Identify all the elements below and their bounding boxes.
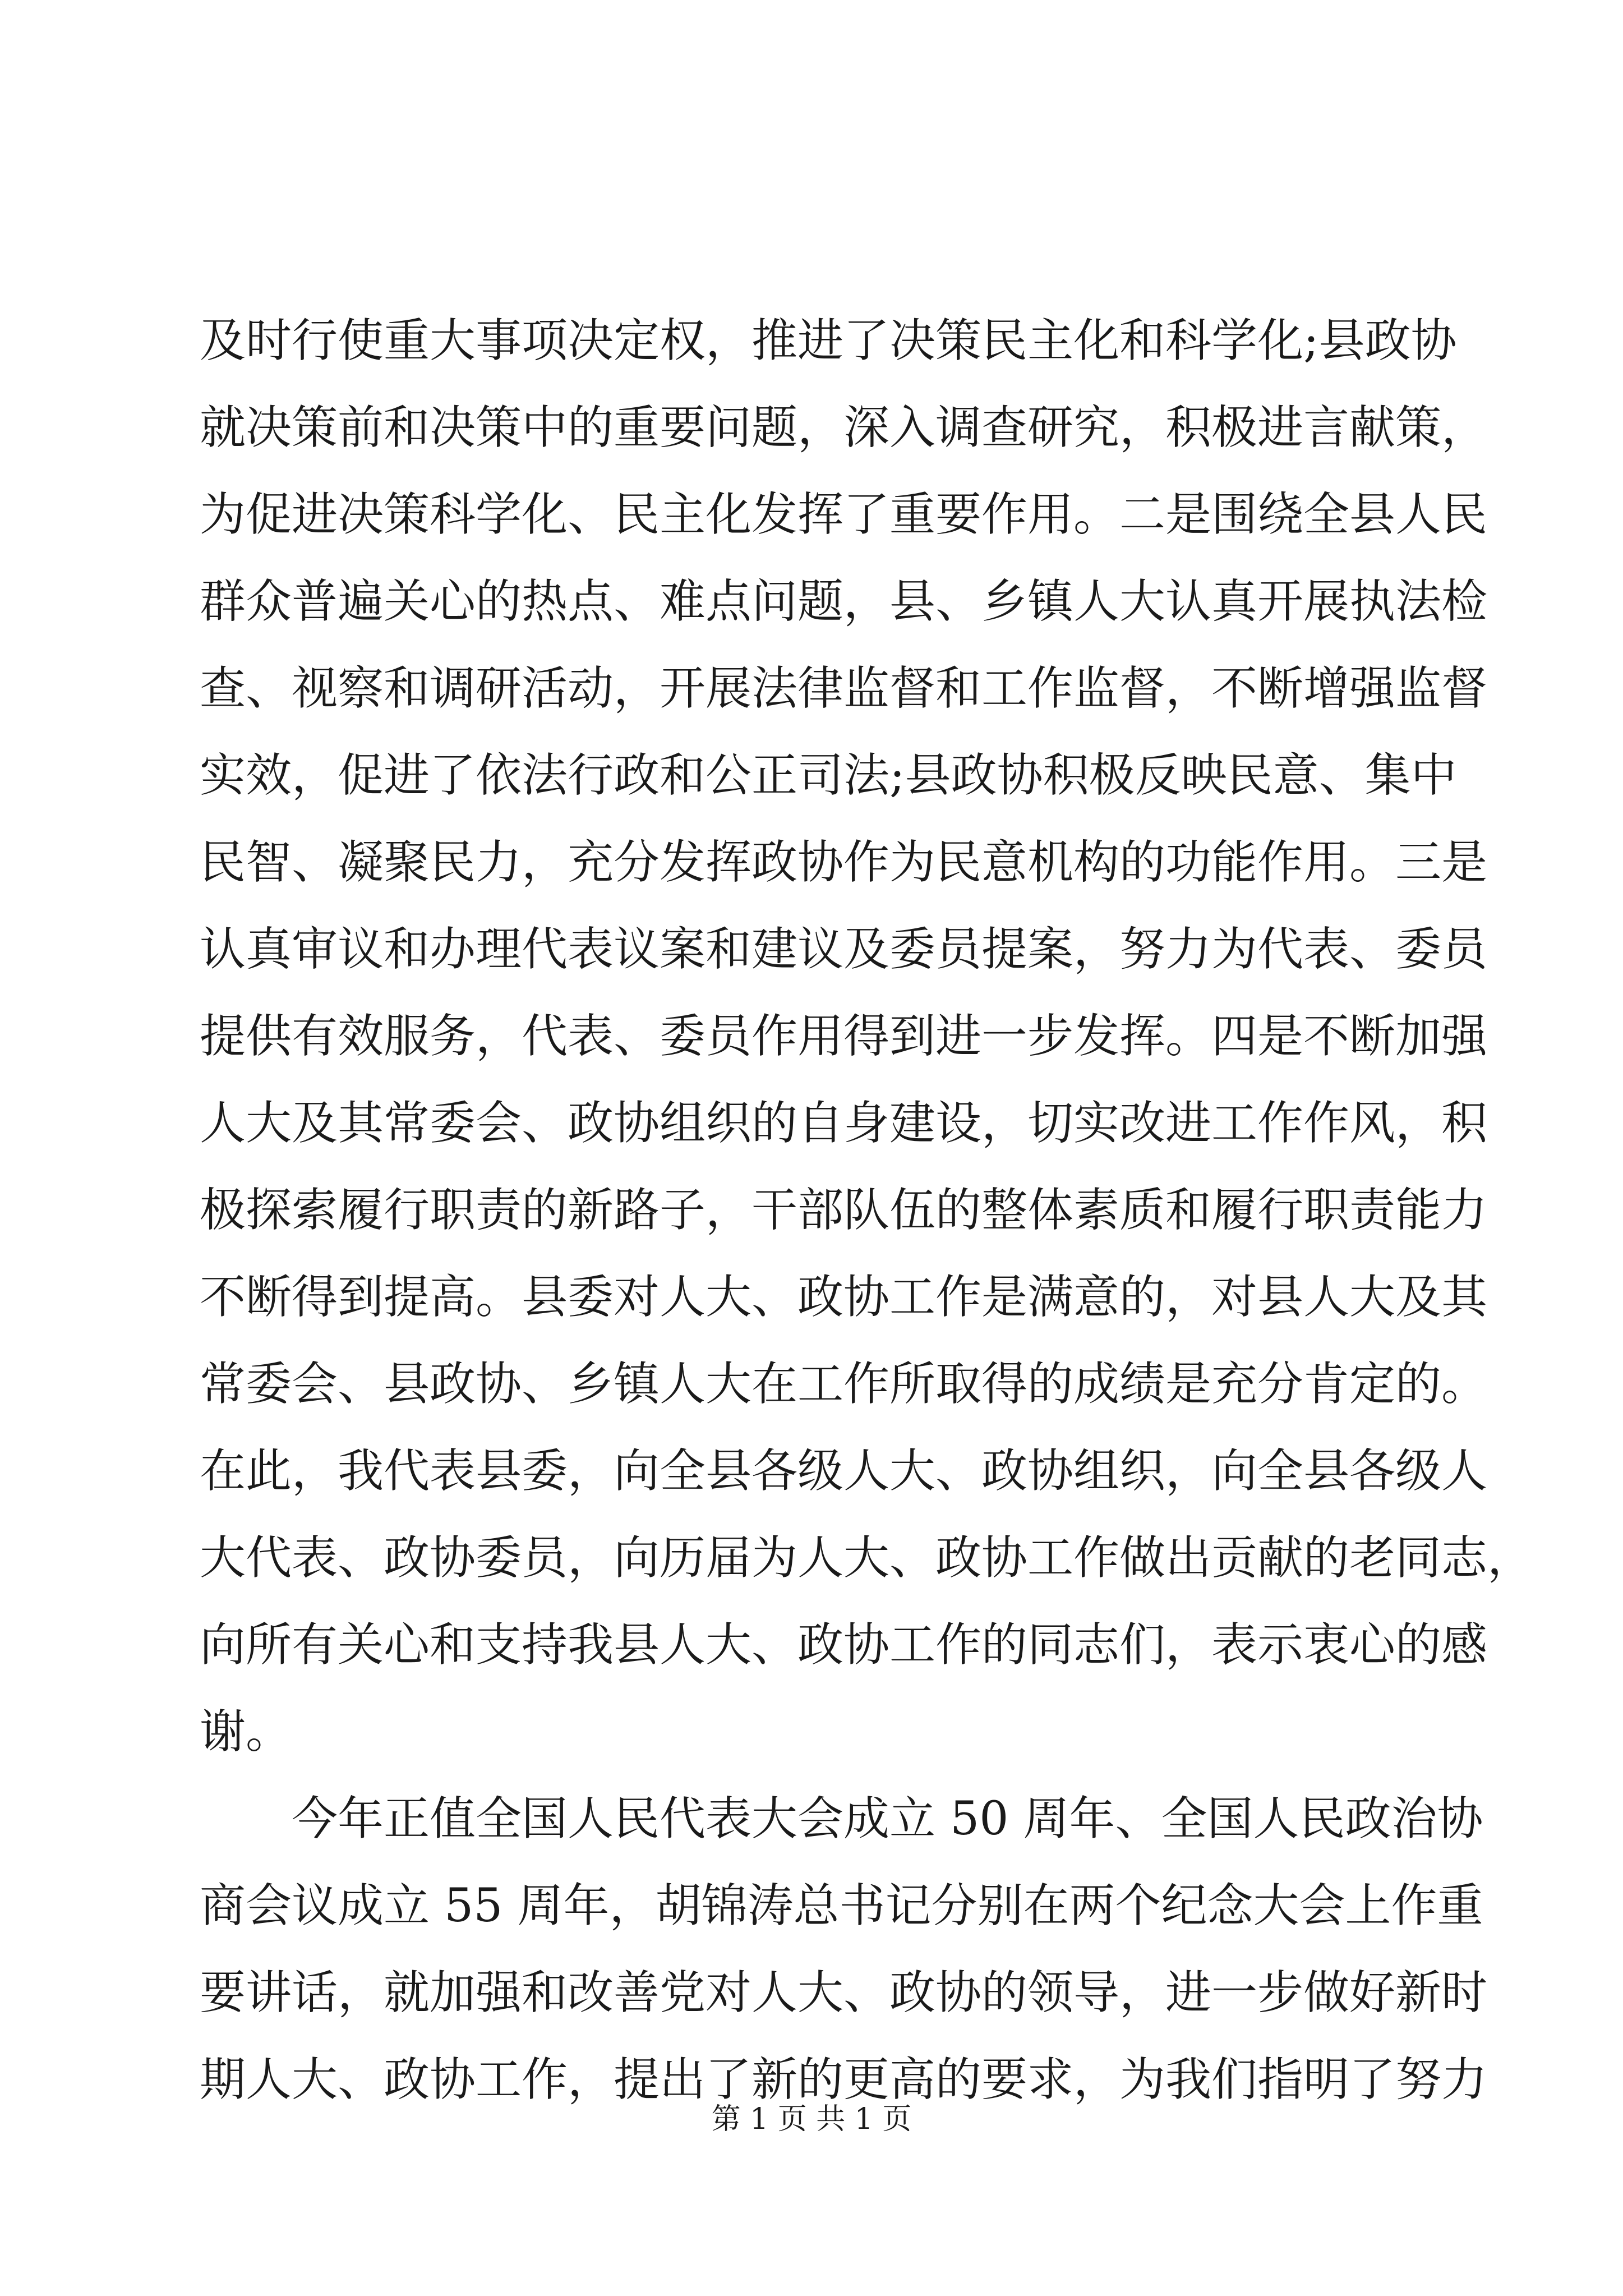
page-number: 第 1 页 共 1 页 [711,2102,912,2136]
text-line: 就决策前和决策中的重要问题，深入调查研究，积极进言献策， [200,401,1488,454]
text-line: 要讲话，就加强和改善党对人大、政协的领导，进一步做好新时 [200,1966,1488,2019]
text-line: 群众普遍关心的热点、难点问题，县、乡镇人大认真开展执法检 [200,575,1488,628]
text-line: 期人大、政协工作，提出了新的更高的要求，为我们指明了努力 [200,2053,1488,2106]
text-line: 谢。 [200,1705,292,1759]
page-footer [0,2095,1623,2137]
paragraph [200,297,1534,1775]
text-line: 极探索履行职责的新路子，干部队伍的整体素质和履行职责能力 [200,1184,1488,1237]
text-line: 不断得到提高。县委对人大、政协工作是满意的，对县人大及其 [200,1271,1488,1324]
text-line: 商会议成立 55 周年，胡锦涛总书记分别在两个纪念大会上作重 [200,1879,1483,1932]
text-line: 及时行使重大事项决定权，推进了决策民主化和科学化;县政协 [200,314,1457,367]
text-line: 大代表、政协委员，向历届为人大、政协工作做出贡献的老同志， [200,1531,1534,1585]
text-line: 实效，促进了依法行政和公正司法;县政协积极反映民意、集中 [200,749,1457,802]
text-line: 民智、凝聚民力，充分发挥政协作为民意机构的功能作用。三是 [200,836,1488,889]
document-body [200,297,1534,2123]
paragraph [200,1775,1488,2123]
text-line: 认真审议和办理代表议案和建议及委员提案，努力为代表、委员 [200,923,1488,976]
text-line: 查、视察和调研活动，开展法律监督和工作监督，不断增强监督 [200,662,1488,715]
text-line: 提供有效服务，代表、委员作用得到进一步发挥。四是不断加强 [200,1010,1488,1063]
text-line: 今年正值全国人民代表大会成立 50 周年、全国人民政治协 [292,1792,1483,1846]
text-line: 常委会、县政协、乡镇人大在工作所取得的成绩是充分肯定的。 [200,1358,1488,1411]
text-line: 向所有关心和支持我县人大、政协工作的同志们，表示衷心的感 [200,1618,1488,1672]
text-line: 在此，我代表县委，向全县各级人大、政协组织，向全县各级人 [200,1444,1488,1498]
text-line: 人大及其常委会、政协组织的自身建设，切实改进工作作风，积 [200,1097,1488,1150]
text-line: 为促进决策科学化、民主化发挥了重要作用。二是围绕全县人民 [200,488,1488,541]
